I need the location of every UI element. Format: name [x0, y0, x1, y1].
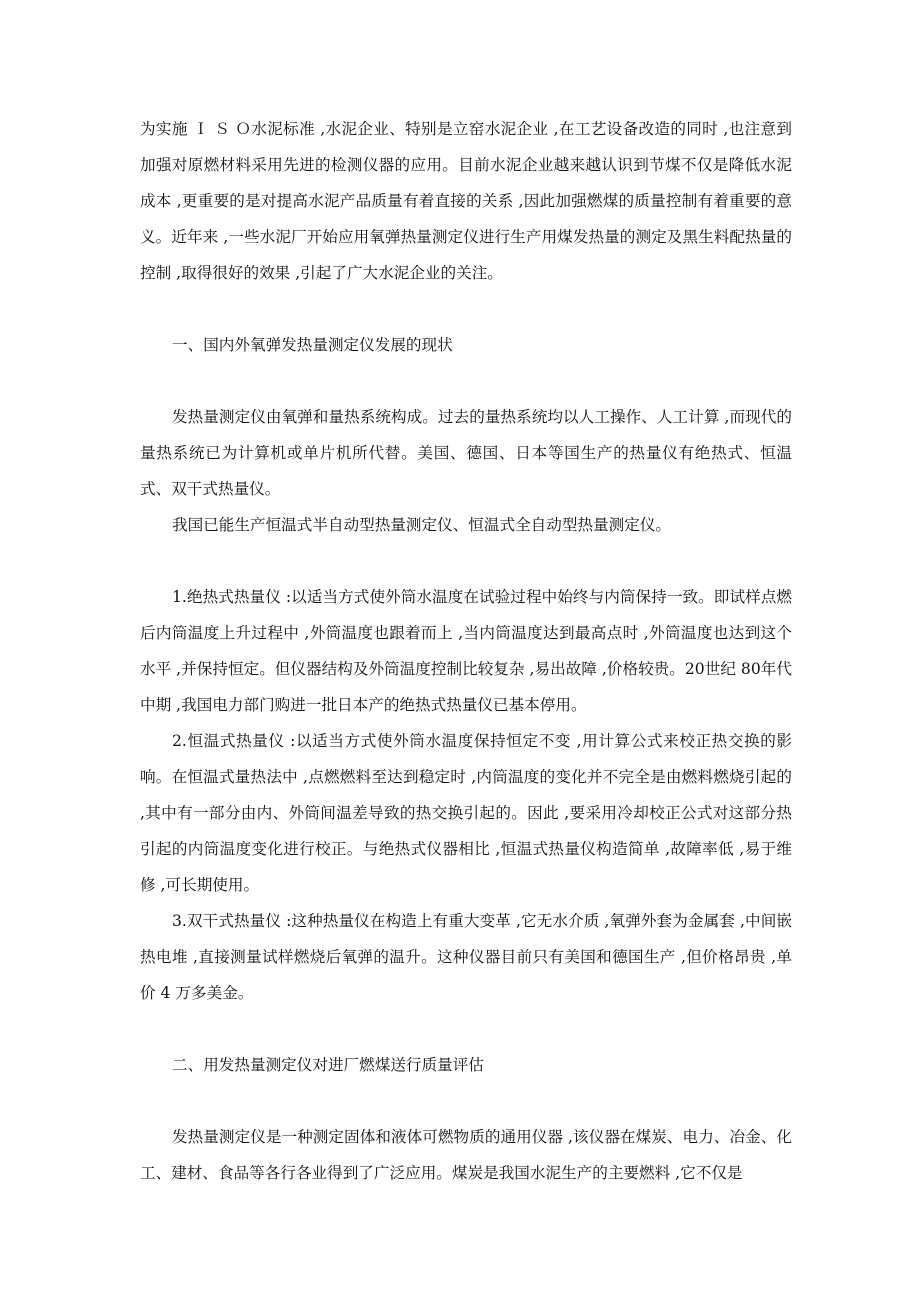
paragraph-domestic-production: 我国已能生产恒温式半自动型热量测定仪、恒温式全自动型热量测定仪。	[172, 516, 672, 534]
section-heading-2: 二、用发热量测定仪对进厂燃煤送行质量评估	[172, 1056, 484, 1074]
section-heading-1: 一、国内外氧弹发热量测定仪发展的现状	[172, 336, 453, 354]
paragraph-dry-calorimeter: 3.双干式热量仪 :这种热量仪在构造上有重大变革 ,它无水介质 ,氧弹外套为金属套 ,中间嵌热电堆 ,直接测量试样燃烧后氧弹的温升。这种仪器目前只有美国和德国生产 ,但价格昂贵 ,单价 4 万多美金。	[140, 912, 792, 1002]
paragraph-isothermal-calorimeter: 2.恒温式热量仪 :以适当方式使外筒水温度保持恒定不变 ,用计算公式来校正热交换的影响。在恒温式量热法中 ,点燃燃料至达到稳定时 ,内筒温度的变化并不完全是由燃料燃烧引起的 ,其中有一部分由内、外筒间温差导致的热交换引起的。因此 ,要采用冷却校正公式对这部分热引起的内筒温度变化进行校正。与绝热式仪器相比 ,恒温式热量仪构造简单 ,故障率低 ,易于维修 ,可长期使用。	[140, 732, 792, 894]
paragraph-adiabatic-calorimeter: 1.绝热式热量仪 :以适当方式使外筒水温度在试验过程中始终与内筒保持一致。即试样点燃后内筒温度上升过程中 ,外筒温度也跟着而上 ,当内筒温度达到最高点时 ,外筒温度也达到这个水平 ,并保持恒定。但仪器结构及外筒温度控制比较复杂 ,易出故障 ,价格较贵。20世纪 80年代中期 ,我国电力部门购进一批日本产的绝热式热量仪已基本停用。	[140, 588, 792, 714]
paragraph-coal-evaluation: 发热量测定仪是一种测定固体和液体可燃物质的通用仪器 ,该仪器在煤炭、电力、冶金、化工、建材、食品等各行各业得到了广泛应用。煤炭是我国水泥生产的主要燃料 ,它不仅是	[140, 1128, 792, 1182]
intro-paragraph: 为实施 Ｉ Ｓ Ｏ水泥标准 ,水泥企业、特别是立窑水泥企业 ,在工艺设备改造的同时 ,也注意到加强对原燃材料采用先进的检测仪器的应用。目前水泥企业越来越认识到节煤不仅是降低水泥成本 ,更重要的是对提高水泥产品质量有着直接的关系 ,因此加强燃煤的质量控制有着重要的意义。近年来 ,一些水泥厂开始应用氧弹热量测定仪进行生产用煤发热量的测定及黑生料配热量的控制 ,取得很好的效果 ,引起了广大水泥企业的关注。	[140, 120, 792, 282]
paragraph-calorimeter-composition: 发热量测定仪由氧弹和量热系统构成。过去的量热系统均以人工操作、人工计算 ,而现代的量热系统已为计算机或单片机所代替。美国、德国、日本等国生产的热量仪有绝热式、恒温式、双干式热量仪。	[140, 408, 792, 498]
